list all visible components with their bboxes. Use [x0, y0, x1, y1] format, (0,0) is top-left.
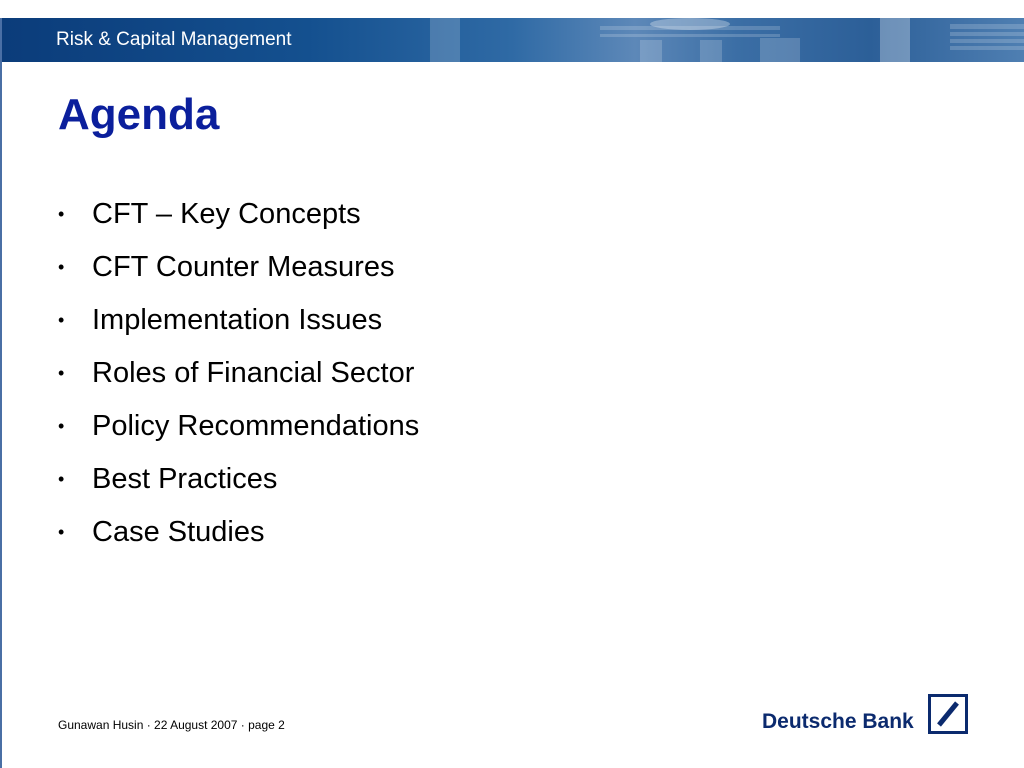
agenda-item-label: Case Studies: [92, 516, 265, 548]
deutsche-bank-logo-icon: [928, 694, 968, 734]
agenda-list: [58, 188, 419, 559]
slash-icon: [931, 697, 965, 731]
left-frame-line: [0, 18, 2, 768]
footer-text: Gunawan Husin · 22 August 2007 · page 2: [58, 718, 285, 732]
logo-text: Deutsche Bank: [762, 710, 914, 733]
list-item: [58, 347, 419, 400]
bullet-icon: •: [58, 257, 65, 277]
bullet-icon: •: [58, 204, 65, 224]
list-item: [58, 241, 419, 294]
bullet-icon: •: [58, 469, 65, 489]
bullet-icon: •: [58, 416, 65, 436]
bullet-icon: •: [58, 522, 65, 542]
list-item: [58, 188, 419, 241]
list-item: [58, 453, 419, 506]
bullet-icon: •: [58, 310, 65, 330]
agenda-item-label: Implementation Issues: [92, 304, 383, 336]
agenda-item-label: CFT – Key Concepts: [92, 198, 361, 230]
bullet-icon: •: [58, 363, 65, 383]
agenda-item-label: Policy Recommendations: [92, 410, 420, 442]
agenda-item-label: CFT Counter Measures: [92, 251, 395, 283]
list-item: [58, 506, 419, 559]
header-title: Risk & Capital Management: [56, 29, 292, 50]
page-title: Agenda: [58, 90, 220, 139]
list-item: [58, 294, 419, 347]
list-item: [58, 400, 419, 453]
agenda-item-label: Roles of Financial Sector: [92, 357, 415, 389]
header-bar: [0, 18, 1024, 62]
agenda-item-label: Best Practices: [92, 463, 278, 495]
